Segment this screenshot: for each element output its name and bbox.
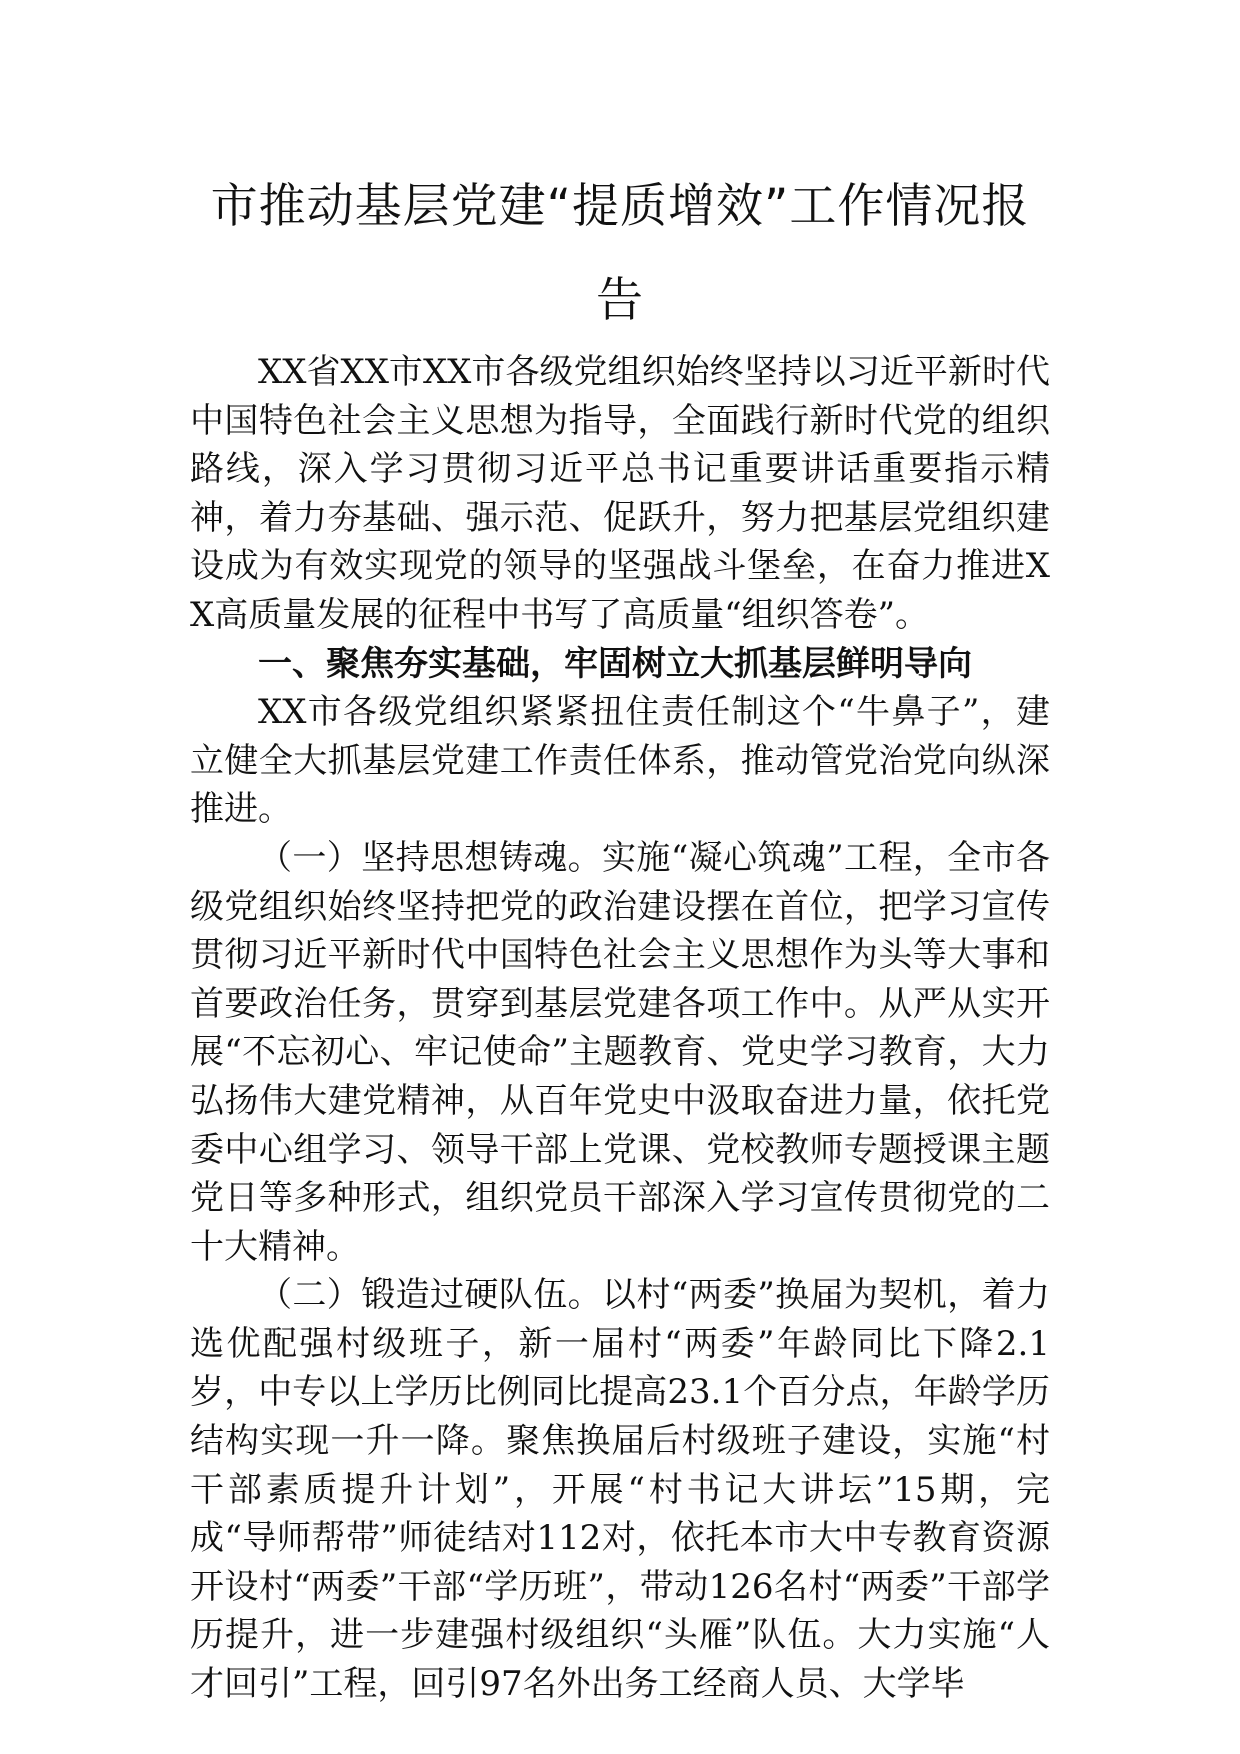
paragraph-intro: XX省XX市XX市各级党组织始终坚持以习近平新时代中国特色社会主义思想为指导，全面践行新时代党的组织路线，深入学习贯彻习近平总书记重要讲话重要指示精神，着力夯基础、强示范、促跃升，努力把基层党组织建设成为有效实现党的领导的坚强战斗堡垒，在奋力推进XX高质量发展的征程中书写了高质量“组织答卷”。	[190, 352, 1050, 635]
document-body	[190, 348, 1050, 1709]
paragraph-subsection-2: （二）锻造过硬队伍。以村“两委”换届为契机，着力选优配强村级班子，新一届村“两委”年龄同比下降2.1岁，中专以上学历比例同比提高23.1个百分点，年龄学历结构实现一升一降。聚焦换届后村级班子建设，实施“村干部素质提升计划”，开展“村书记大讲坛”15期，完成“导师帮带”师徒结对112对，依托本市大中专教育资源开设村“两委”干部“学历班”，带动126名村“两委”干部学历提升，进一步建强村级组织“头雁”队伍。大力实施“人才回引”工程，回引97名外出务工经商人员、大学毕	[190, 1275, 1050, 1705]
paragraph-subsection-1: （一）坚持思想铸魂。实施“凝心筑魂”工程，全市各级党组织始终坚持把党的政治建设摆在首位，把学习宣传贯彻习近平新时代中国特色社会主义思想作为头等大事和首要政治任务，贯穿到基层党建各项工作中。从严从实开展“不忘初心、牢记使命”主题教育、党史学习教育，大力弘扬伟大建党精神，从百年党史中汲取奋进力量，依托党委中心组学习、领导干部上党课、党校教师专题授课主题党日等多种形式，组织党员干部深入学习宣传贯彻党的二十大精神。	[190, 837, 1050, 1267]
document-title: 市推动基层党建“提质增效”工作情况报告	[210, 179, 1030, 328]
paragraph-section-1-intro: XX市各级党组织紧紧扭住责任制这个“牛鼻子”，建立健全大抓基层党建工作责任体系，推动管党治党向纵深推进。	[190, 692, 1050, 830]
section-heading-1: 一、聚焦夯实基础，牢固树立大抓基层鲜明导向	[258, 643, 972, 684]
